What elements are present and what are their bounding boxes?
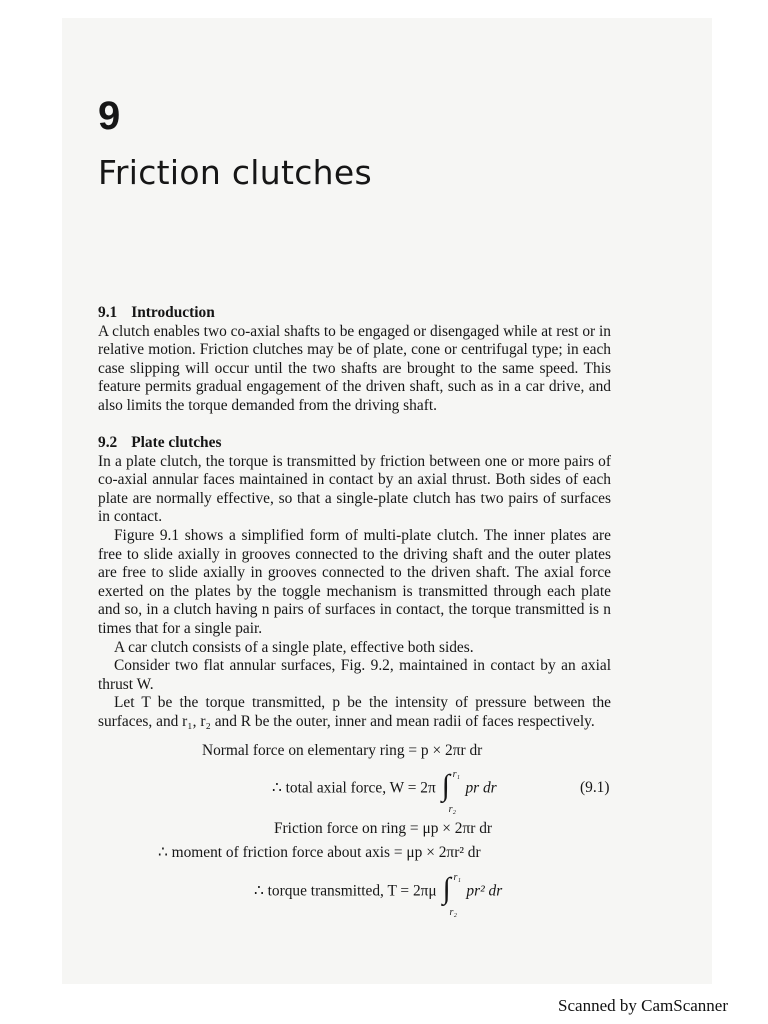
section-title: Plate clutches bbox=[131, 434, 222, 451]
section-introduction bbox=[98, 304, 611, 416]
scanner-watermark: Scanned by CamScanner bbox=[558, 996, 728, 1015]
chapter-number: 9 bbox=[98, 94, 121, 138]
equation-integrand: pr² dr bbox=[466, 882, 503, 900]
paragraph: Let T be the torque transmitted, p be the intensity of pressure between the surfaces, and r₁, r₂ and R be the outer, inner and mean radii of faces respectively. bbox=[98, 694, 611, 730]
section-heading-9-2 bbox=[98, 434, 611, 453]
paragraph: Figure 9.1 shows a simplified form of multi-plate clutch. The inner plates are free to slide axially in grooves connected to the driving shaft and the outer plates are free to slide axially in grooves connected to the driven shaft. The axial force exerted on the plates by the toggle mechanism is transmitted through each plate and so, in a clutch having n pairs of surfaces in contact, the torque transmitted is n times that for a single pair. bbox=[98, 526, 611, 637]
section-plate-clutches bbox=[98, 434, 611, 732]
equation-integrand: pr dr bbox=[465, 779, 497, 797]
paragraph: Consider two flat annular surfaces, Fig. 9.2, maintained in contact by an axial thrust W. bbox=[98, 657, 611, 693]
integral-sign bbox=[440, 769, 462, 815]
section-title: Introduction bbox=[131, 304, 215, 321]
chapter-title: Friction clutches bbox=[98, 153, 372, 192]
section-number: 9.2 bbox=[98, 434, 118, 451]
equation-friction-force: Friction force on ring = μp × 2πr dr bbox=[274, 820, 493, 837]
equation-moment: ∴ moment of friction force about axis = μp × 2πr² dr bbox=[158, 844, 481, 861]
integral-symbol: ∫ bbox=[441, 769, 450, 802]
equation-axial-force bbox=[272, 769, 497, 815]
integral-lower-limit: r₂ bbox=[449, 907, 457, 918]
integral-upper-limit: r₁ bbox=[452, 769, 460, 780]
equation-lhs: ∴ total axial force, W = 2π bbox=[272, 779, 436, 797]
integral-upper-limit: r₁ bbox=[453, 872, 461, 883]
paragraph: A car clutch consists of a single plate, effective both sides. bbox=[114, 638, 474, 656]
integral-lower-limit: r₂ bbox=[448, 804, 456, 815]
section-heading-9-1 bbox=[98, 304, 611, 323]
integral-symbol: ∫ bbox=[442, 872, 451, 905]
integral-sign bbox=[441, 872, 463, 918]
equation-normal-force: Normal force on elementary ring = p × 2πr dr bbox=[202, 742, 483, 759]
equation-number: (9.1) bbox=[580, 779, 610, 796]
section-number: 9.1 bbox=[98, 304, 118, 321]
paragraph: In a plate clutch, the torque is transmitted by friction between one or more pairs of co-axial annular faces maintained in contact by an axial thrust. Both sides of each plate are normally effective, so that a single-plate clutch has two pairs of surfaces in contact. bbox=[98, 452, 611, 526]
introduction-paragraph: A clutch enables two co-axial shafts to be engaged or disengaged while at rest or in relative motion. Friction clutches may be of plate, cone or centrifugal type; in each case slipping will occur until the two shafts are brought to the same speed. This feature permits gradual engagement of the driven shaft, such as in a car drive, and also limits the torque demanded from the driving shaft. bbox=[98, 322, 611, 414]
equation-torque bbox=[254, 872, 503, 918]
equation-lhs: ∴ torque transmitted, T = 2πμ bbox=[254, 882, 437, 900]
